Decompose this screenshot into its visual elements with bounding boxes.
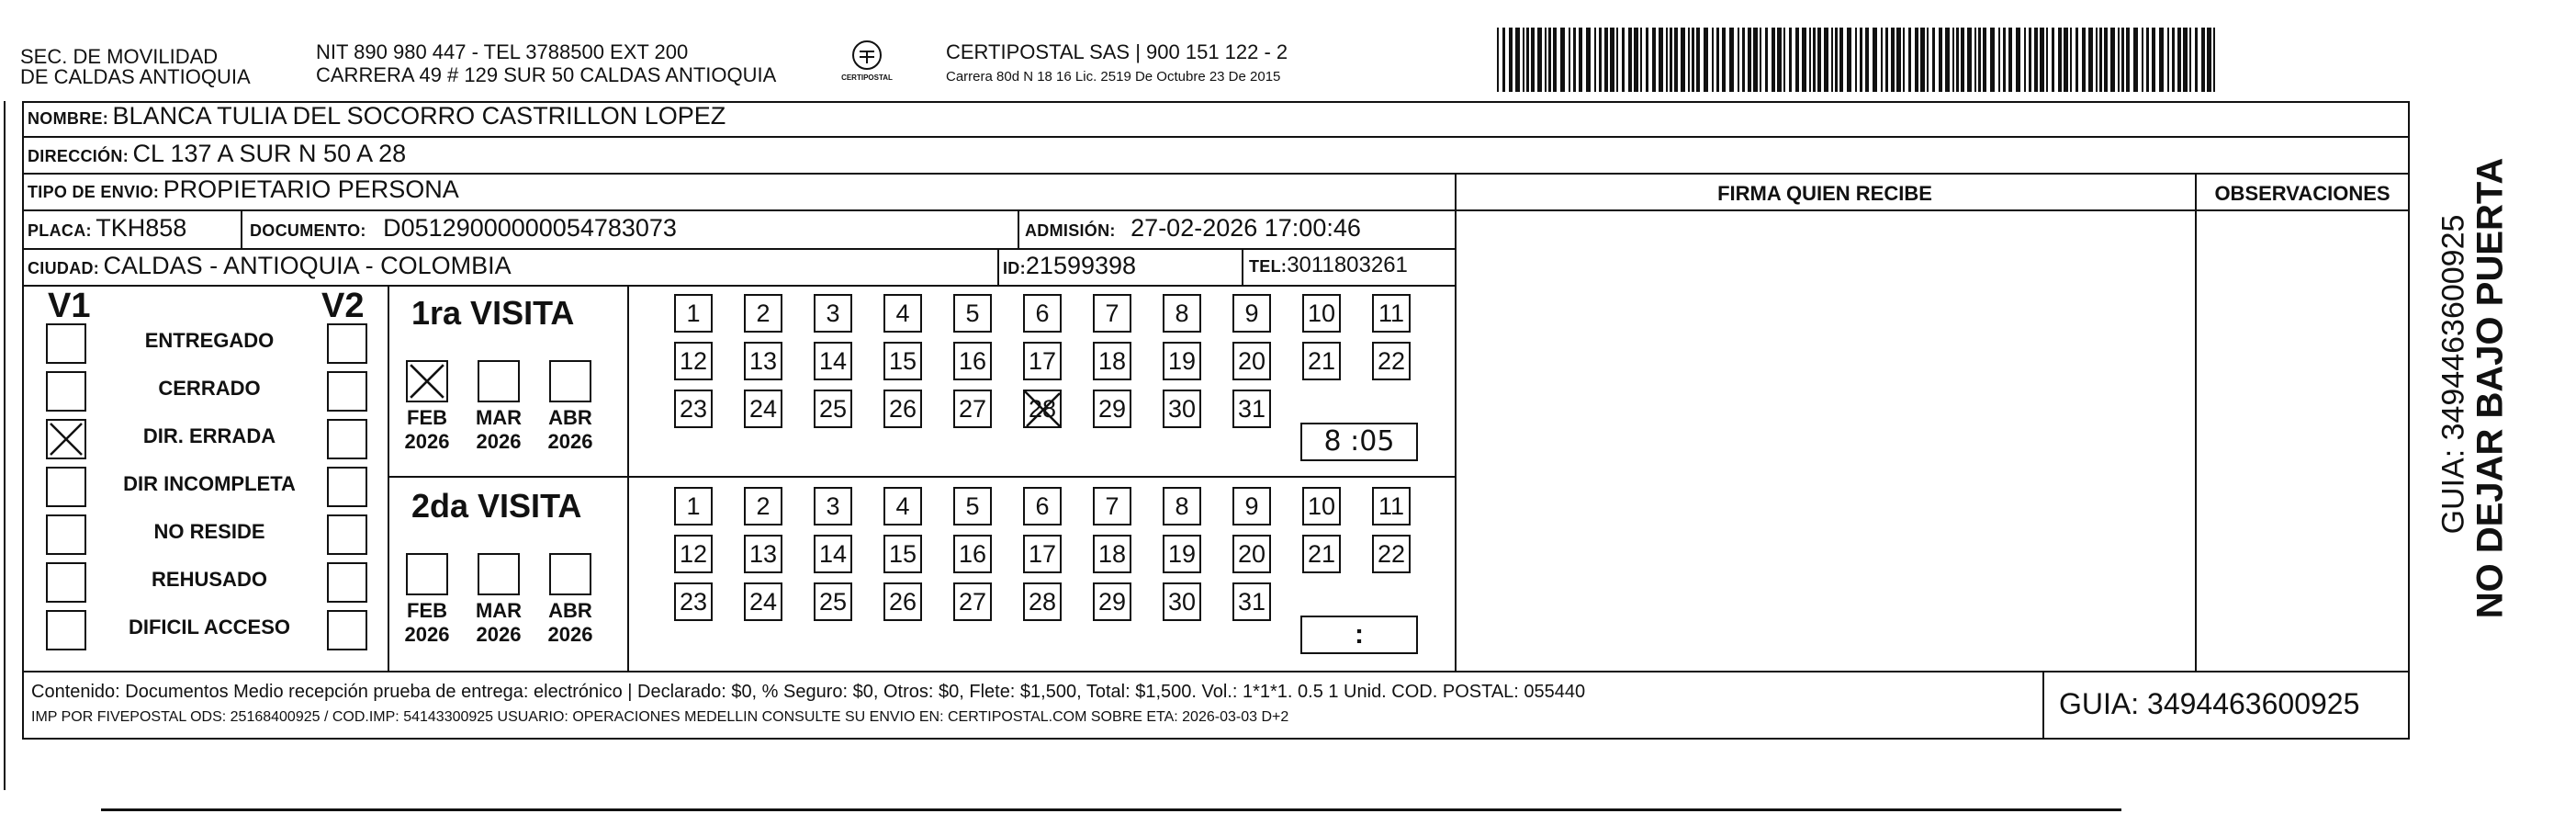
month-name: ABR <box>548 406 592 429</box>
barcode-bar <box>1738 28 1739 92</box>
barcode-bar <box>1616 28 1618 92</box>
day-box-2[interactable]: 2 <box>744 487 782 526</box>
day-box-12[interactable]: 12 <box>674 342 713 380</box>
month-year: 2026 <box>404 623 450 646</box>
day-box-28[interactable]: 28 <box>1023 390 1062 428</box>
month-name: FEB <box>407 599 447 622</box>
barcode-bar <box>1670 28 1672 92</box>
barcode-bar <box>1722 28 1726 92</box>
barcode-bar <box>1974 28 1976 92</box>
barcode-bar <box>2096 28 2098 92</box>
v1-checkbox[interactable] <box>46 610 86 650</box>
barcode-bar <box>1855 28 1857 92</box>
day-box-2[interactable]: 2 <box>744 294 782 333</box>
month-year: 2026 <box>547 430 593 453</box>
barcode-bar <box>2008 28 2012 92</box>
sender-address: CARRERA 49 # 129 SUR 50 CALDAS ANTIOQUIA <box>316 63 777 86</box>
barcode-bar <box>2172 28 2175 92</box>
barcode-bar <box>1961 28 1964 92</box>
day-box-29[interactable]: 29 <box>1093 390 1131 428</box>
barcode-bar <box>1945 28 1950 92</box>
day-box-7[interactable]: 7 <box>1093 487 1131 526</box>
day-box-11[interactable]: 11 <box>1372 294 1411 333</box>
day-box-31[interactable]: 31 <box>1232 390 1271 428</box>
barcode-bar <box>1760 28 1761 92</box>
barcode-bar <box>1497 28 1499 92</box>
month-year: 2026 <box>547 623 593 646</box>
barcode-bar <box>1599 28 1602 92</box>
day-box-4[interactable]: 4 <box>883 487 922 526</box>
barcode-bar <box>1772 28 1775 92</box>
day-box-27[interactable]: 27 <box>953 390 992 428</box>
day-box-30[interactable]: 30 <box>1163 390 1201 428</box>
v1-checkbox[interactable] <box>46 323 86 364</box>
barcode-bar <box>1696 28 1700 92</box>
barcode-bar <box>1885 28 1888 92</box>
day-box-27[interactable]: 27 <box>953 582 992 621</box>
barcode-bar <box>1666 28 1668 92</box>
barcode-bar <box>1586 28 1591 92</box>
v1-checkbox[interactable] <box>46 371 86 412</box>
tipo-envio-label: TIPO DE ENVIO: <box>28 183 160 201</box>
barcode-bar <box>1956 28 1959 92</box>
month-checkbox[interactable] <box>478 553 520 595</box>
barcode-bar <box>1729 28 1734 92</box>
month-year: 2026 <box>404 430 450 453</box>
day-box-15[interactable]: 15 <box>883 535 922 573</box>
barcode-bar <box>1712 28 1714 92</box>
day-box-22[interactable]: 22 <box>1372 535 1411 573</box>
month-checkbox[interactable] <box>406 360 448 402</box>
tel-value: 3011803261 <box>1287 253 1408 277</box>
month-name: FEB <box>407 406 447 429</box>
nombre-value: BLANCA TULIA DEL SOCORRO CASTRILLON LOPEZ <box>112 102 726 130</box>
v2-checkbox[interactable] <box>327 562 367 603</box>
v2-header: V2 <box>321 287 365 325</box>
day-box-13[interactable]: 13 <box>744 535 782 573</box>
v2-checkbox[interactable] <box>327 610 367 650</box>
barcode-bar <box>2177 28 2181 92</box>
barcode-bar <box>1839 28 1843 92</box>
carrier-name: CERTIPOSTAL SAS | 900 151 122 - 2 <box>946 40 1288 63</box>
barcode-bar <box>2082 28 2086 92</box>
v2-checkbox[interactable] <box>327 323 367 364</box>
day-box-22[interactable]: 22 <box>1372 342 1411 380</box>
barcode-bar <box>2070 28 2072 92</box>
barcode-bar <box>2195 28 2198 92</box>
barcode-bar <box>1983 28 1986 92</box>
day-box-8[interactable]: 8 <box>1163 294 1201 333</box>
barcode-bar <box>1896 28 1901 92</box>
barcode-bar <box>1952 28 1954 92</box>
id-value: 21599398 <box>1025 252 1137 279</box>
barcode-bar <box>1579 28 1582 92</box>
barcode-bar <box>1628 28 1632 92</box>
barcode-bar <box>1548 28 1551 92</box>
barcode-bar <box>1515 28 1520 92</box>
barcode-bar <box>2075 28 2078 92</box>
day-box-21[interactable]: 21 <box>1302 535 1341 573</box>
status-label: DIFICIL ACCESO <box>128 616 290 639</box>
month-name: MAR <box>475 599 523 622</box>
barcode-bar <box>2159 28 2164 92</box>
barcode-bar <box>1915 28 1918 92</box>
barcode-bar <box>1817 28 1821 92</box>
v2-checkbox[interactable] <box>327 514 367 555</box>
barcode-bar <box>1573 28 1576 92</box>
barcode-bar <box>2034 28 2038 92</box>
day-box-1[interactable]: 1 <box>674 294 713 333</box>
day-box-19[interactable]: 19 <box>1163 535 1201 573</box>
day-box-14[interactable]: 14 <box>814 342 852 380</box>
footer-imp-line: IMP POR FIVEPOSTAL ODS: 25168400925 / COD.IMP: 54143300925 USUARIO: OPERACIONES MEDELLIN CONSULTE SU ENVIO EN: CERTIPOSTAL.COM SOBRE ETA: 2026-03-03 D+2 <box>31 709 1289 725</box>
day-box-14[interactable]: 14 <box>814 535 852 573</box>
barcode-bar <box>1990 28 1995 92</box>
status-label: CERRADO <box>158 377 261 400</box>
barcode <box>1497 28 2222 94</box>
v2-checkbox[interactable] <box>327 419 367 459</box>
barcode-bar <box>2099 28 2102 92</box>
barcode-bar <box>1908 28 1911 92</box>
barcode-bar <box>1831 28 1833 92</box>
barcode-bar <box>1681 28 1685 92</box>
month-checkbox[interactable] <box>549 553 591 595</box>
observaciones-header: OBSERVACIONES <box>2214 182 2390 205</box>
day-box-7[interactable]: 7 <box>1093 294 1131 333</box>
direccion-label: DIRECCIÓN: <box>28 147 129 165</box>
month-label <box>395 406 459 454</box>
barcode-bar <box>1640 28 1642 92</box>
month-name: ABR <box>548 599 592 622</box>
sender-name-line2: DE CALDAS ANTIOQUIA <box>20 65 251 88</box>
footer-guia: GUIA: 3494463600925 <box>2059 687 2360 720</box>
tipo-envio-value: PROPIETARIO PERSONA <box>163 175 459 203</box>
barcode-bar <box>2121 28 2124 92</box>
barcode-bar <box>2142 28 2143 92</box>
barcode-bar <box>1594 28 1596 92</box>
sender-name-line1: SEC. DE MOVILIDAD <box>20 45 219 68</box>
barcode-bar <box>2104 28 2108 92</box>
day-box-26[interactable]: 26 <box>883 390 922 428</box>
status-label: NO RESIDE <box>153 520 265 543</box>
barcode-bar <box>1537 28 1542 92</box>
barcode-bar <box>2040 28 2044 92</box>
side-guia: GUIA: 3494463600925 <box>2435 214 2471 535</box>
barcode-bar <box>2207 28 2211 92</box>
barcode-bar <box>2183 28 2188 92</box>
day-box-15[interactable]: 15 <box>883 342 922 380</box>
barcode-bar <box>2133 28 2138 92</box>
placa-label: PLACA: <box>28 221 92 240</box>
barcode-bar <box>1553 28 1557 92</box>
day-box-24[interactable]: 24 <box>744 390 782 428</box>
month-name: MAR <box>475 406 523 429</box>
documento-label: DOCUMENTO: <box>250 221 366 240</box>
firma-header: FIRMA QUIEN RECIBE <box>1717 182 1932 205</box>
barcode-bar <box>2126 28 2130 92</box>
footer-content-line: Contenido: Documentos Medio recepción prueba de entrega: electrónico | Declarado: $0, % Seguro: $0, Otros: $0, Flete: $1,500, Total: $1,500. Vol.: 1*1*1. 0.5 1 Unid. COD. POSTAL: 055440 <box>31 682 1586 702</box>
ciudad-value: CALDAS - ANTIOQUIA - COLOMBIA <box>103 252 512 279</box>
barcode-bar <box>1891 28 1895 92</box>
barcode-bar <box>1748 28 1751 92</box>
barcode-bar <box>1688 28 1690 92</box>
barcode-bar <box>1795 28 1799 92</box>
barcode-bar <box>1789 28 1792 92</box>
month-checkbox[interactable] <box>549 360 591 402</box>
day-box-18[interactable]: 18 <box>1093 535 1131 573</box>
direccion-value: CL 137 A SUR N 50 A 28 <box>132 140 407 167</box>
barcode-bar <box>2029 28 2031 92</box>
month-label <box>467 599 531 647</box>
sender-nit: NIT 890 980 447 - TEL 3788500 EXT 200 <box>316 40 689 63</box>
barcode-bar <box>1502 28 1505 92</box>
day-box-16[interactable]: 16 <box>953 342 992 380</box>
barcode-bar <box>1692 28 1694 92</box>
v1-header: V1 <box>48 287 91 325</box>
month-year: 2026 <box>476 430 522 453</box>
day-box-8[interactable]: 8 <box>1163 487 1201 526</box>
day-box-23[interactable]: 23 <box>674 582 713 621</box>
day-box-6[interactable]: 6 <box>1023 294 1062 333</box>
barcode-bar <box>1939 28 1942 92</box>
barcode-bar <box>1646 28 1648 92</box>
first-visit-time: 8 :05 <box>1300 423 1418 461</box>
month-year: 2026 <box>476 623 522 646</box>
second-visit-title: 2da VISITA <box>411 487 582 525</box>
day-box-21[interactable]: 21 <box>1302 342 1341 380</box>
day-box-10[interactable]: 10 <box>1302 487 1341 526</box>
barcode-bar <box>2064 28 2068 92</box>
second-visit-time: : <box>1300 616 1418 654</box>
day-box-28[interactable]: 28 <box>1023 582 1062 621</box>
barcode-bar <box>2016 28 2020 92</box>
barcode-bar <box>1881 28 1883 92</box>
nombre-label: NOMBRE: <box>28 109 109 128</box>
barcode-bar <box>2146 28 2149 92</box>
day-box-9[interactable]: 9 <box>1232 294 1271 333</box>
day-box-1[interactable]: 1 <box>674 487 713 526</box>
month-label <box>538 599 602 647</box>
barcode-bar <box>2088 28 2093 92</box>
barcode-bar <box>1531 28 1535 92</box>
month-checkbox[interactable] <box>406 553 448 595</box>
barcode-bar <box>2167 28 2169 92</box>
side-text <box>2415 129 2553 643</box>
barcode-bar <box>1967 28 1972 92</box>
certipostal-logo-text: CERTIPOSTAL <box>841 73 893 82</box>
barcode-bar <box>1847 28 1851 92</box>
barcode-bar <box>1704 28 1708 92</box>
barcode-bar <box>1978 28 1981 92</box>
v2-checkbox[interactable] <box>327 467 367 507</box>
id-label: ID: <box>1003 259 1026 277</box>
barcode-bar <box>1509 28 1513 92</box>
v2-checkbox[interactable] <box>327 371 367 412</box>
barcode-bar <box>1873 28 1877 92</box>
day-box-6[interactable]: 6 <box>1023 487 1062 526</box>
barcode-bar <box>1560 28 1565 92</box>
certipostal-logo <box>832 39 902 92</box>
barcode-bar <box>1777 28 1782 92</box>
placa-value: TKH858 <box>96 214 187 242</box>
barcode-bar <box>1610 28 1614 92</box>
day-box-25[interactable]: 25 <box>814 390 852 428</box>
barcode-bar <box>1652 28 1656 92</box>
documento-value: D05129000000054783073 <box>383 214 677 242</box>
barcode-bar <box>1523 28 1524 92</box>
barcode-bar <box>2003 28 2006 92</box>
status-label: REHUSADO <box>152 568 267 591</box>
barcode-bar <box>1604 28 1608 92</box>
day-box-3[interactable]: 3 <box>814 487 852 526</box>
barcode-bar <box>1742 28 1745 92</box>
barcode-bar <box>2189 28 2191 92</box>
status-label: ENTREGADO <box>144 329 275 352</box>
barcode-bar <box>1634 28 1638 92</box>
ciudad-label: CIUDAD: <box>28 259 100 277</box>
barcode-bar <box>1765 28 1768 92</box>
no-dejar-bajo-puerta: NO DEJAR BAJO PUERTA <box>2469 157 2511 619</box>
day-box-19[interactable]: 19 <box>1163 342 1201 380</box>
day-box-5[interactable]: 5 <box>953 487 992 526</box>
day-box-20[interactable]: 20 <box>1232 342 1271 380</box>
barcode-bar <box>2213 28 2215 92</box>
barcode-bar <box>2058 28 2062 92</box>
barcode-bar <box>1813 28 1816 92</box>
first-visit-title: 1ra VISITA <box>411 294 575 332</box>
barcode-bar <box>1622 28 1625 92</box>
barcode-bar <box>1932 28 1935 92</box>
day-box-26[interactable]: 26 <box>883 582 922 621</box>
day-box-18[interactable]: 18 <box>1093 342 1131 380</box>
admision-value: 27-02-2026 17:00:46 <box>1131 214 1361 242</box>
day-box-16[interactable]: 16 <box>953 535 992 573</box>
day-box-24[interactable]: 24 <box>744 582 782 621</box>
day-box-25[interactable]: 25 <box>814 582 852 621</box>
day-box-11[interactable]: 11 <box>1372 487 1411 526</box>
carrier-address: Carrera 80d N 18 16 Lic. 2519 De Octubre 23 De 2015 <box>946 69 1281 85</box>
day-box-23[interactable]: 23 <box>674 390 713 428</box>
status-label: DIR INCOMPLETA <box>123 472 296 495</box>
barcode-bar <box>2052 28 2054 92</box>
barcode-bar <box>1753 28 1758 92</box>
status-label: DIR. ERRADA <box>142 424 276 447</box>
v1-checkbox[interactable] <box>46 562 86 603</box>
barcode-bar <box>2201 28 2205 92</box>
day-box-12[interactable]: 12 <box>674 535 713 573</box>
month-label <box>467 406 531 454</box>
day-box-10[interactable]: 10 <box>1302 294 1341 333</box>
day-box-3[interactable]: 3 <box>814 294 852 333</box>
admision-label: ADMISIÓN: <box>1025 221 1116 240</box>
barcode-bar <box>2110 28 2115 92</box>
barcode-bar <box>1903 28 1905 92</box>
day-box-30[interactable]: 30 <box>1163 582 1201 621</box>
barcode-bar <box>1783 28 1785 92</box>
day-box-17[interactable]: 17 <box>1023 342 1062 380</box>
barcode-bar <box>1526 28 1529 92</box>
barcode-bar <box>1920 28 1925 92</box>
day-box-5[interactable]: 5 <box>953 294 992 333</box>
v1-checkbox[interactable] <box>46 419 86 459</box>
day-box-17[interactable]: 17 <box>1023 535 1062 573</box>
barcode-bar <box>2024 28 2026 92</box>
month-label <box>395 599 459 647</box>
barcode-bar <box>1716 28 1719 92</box>
day-box-29[interactable]: 29 <box>1093 582 1131 621</box>
v1-checkbox[interactable] <box>46 467 86 507</box>
tel-label: TEL: <box>1249 257 1288 276</box>
day-box-9[interactable]: 9 <box>1232 487 1271 526</box>
day-box-20[interactable]: 20 <box>1232 535 1271 573</box>
barcode-bar <box>1927 28 1929 92</box>
barcode-bar <box>1545 28 1547 92</box>
barcode-bar <box>1809 28 1811 92</box>
barcode-bar <box>1674 28 1678 92</box>
barcode-bar <box>1998 28 2000 92</box>
day-box-31[interactable]: 31 <box>1232 582 1271 621</box>
barcode-bar <box>1659 28 1663 92</box>
barcode-bar <box>1824 28 1828 92</box>
day-box-4[interactable]: 4 <box>883 294 922 333</box>
month-checkbox[interactable] <box>478 360 520 402</box>
barcode-bar <box>1569 28 1570 92</box>
v1-checkbox[interactable] <box>46 514 86 555</box>
day-box-13[interactable]: 13 <box>744 342 782 380</box>
barcode-bar <box>1865 28 1869 92</box>
barcode-bar <box>1835 28 1838 92</box>
barcode-bar <box>2046 28 2048 92</box>
barcode-bar <box>1860 28 1862 92</box>
month-label <box>538 406 602 454</box>
barcode-bar <box>1802 28 1806 92</box>
barcode-bar <box>2118 28 2120 92</box>
barcode-bar <box>2152 28 2155 92</box>
